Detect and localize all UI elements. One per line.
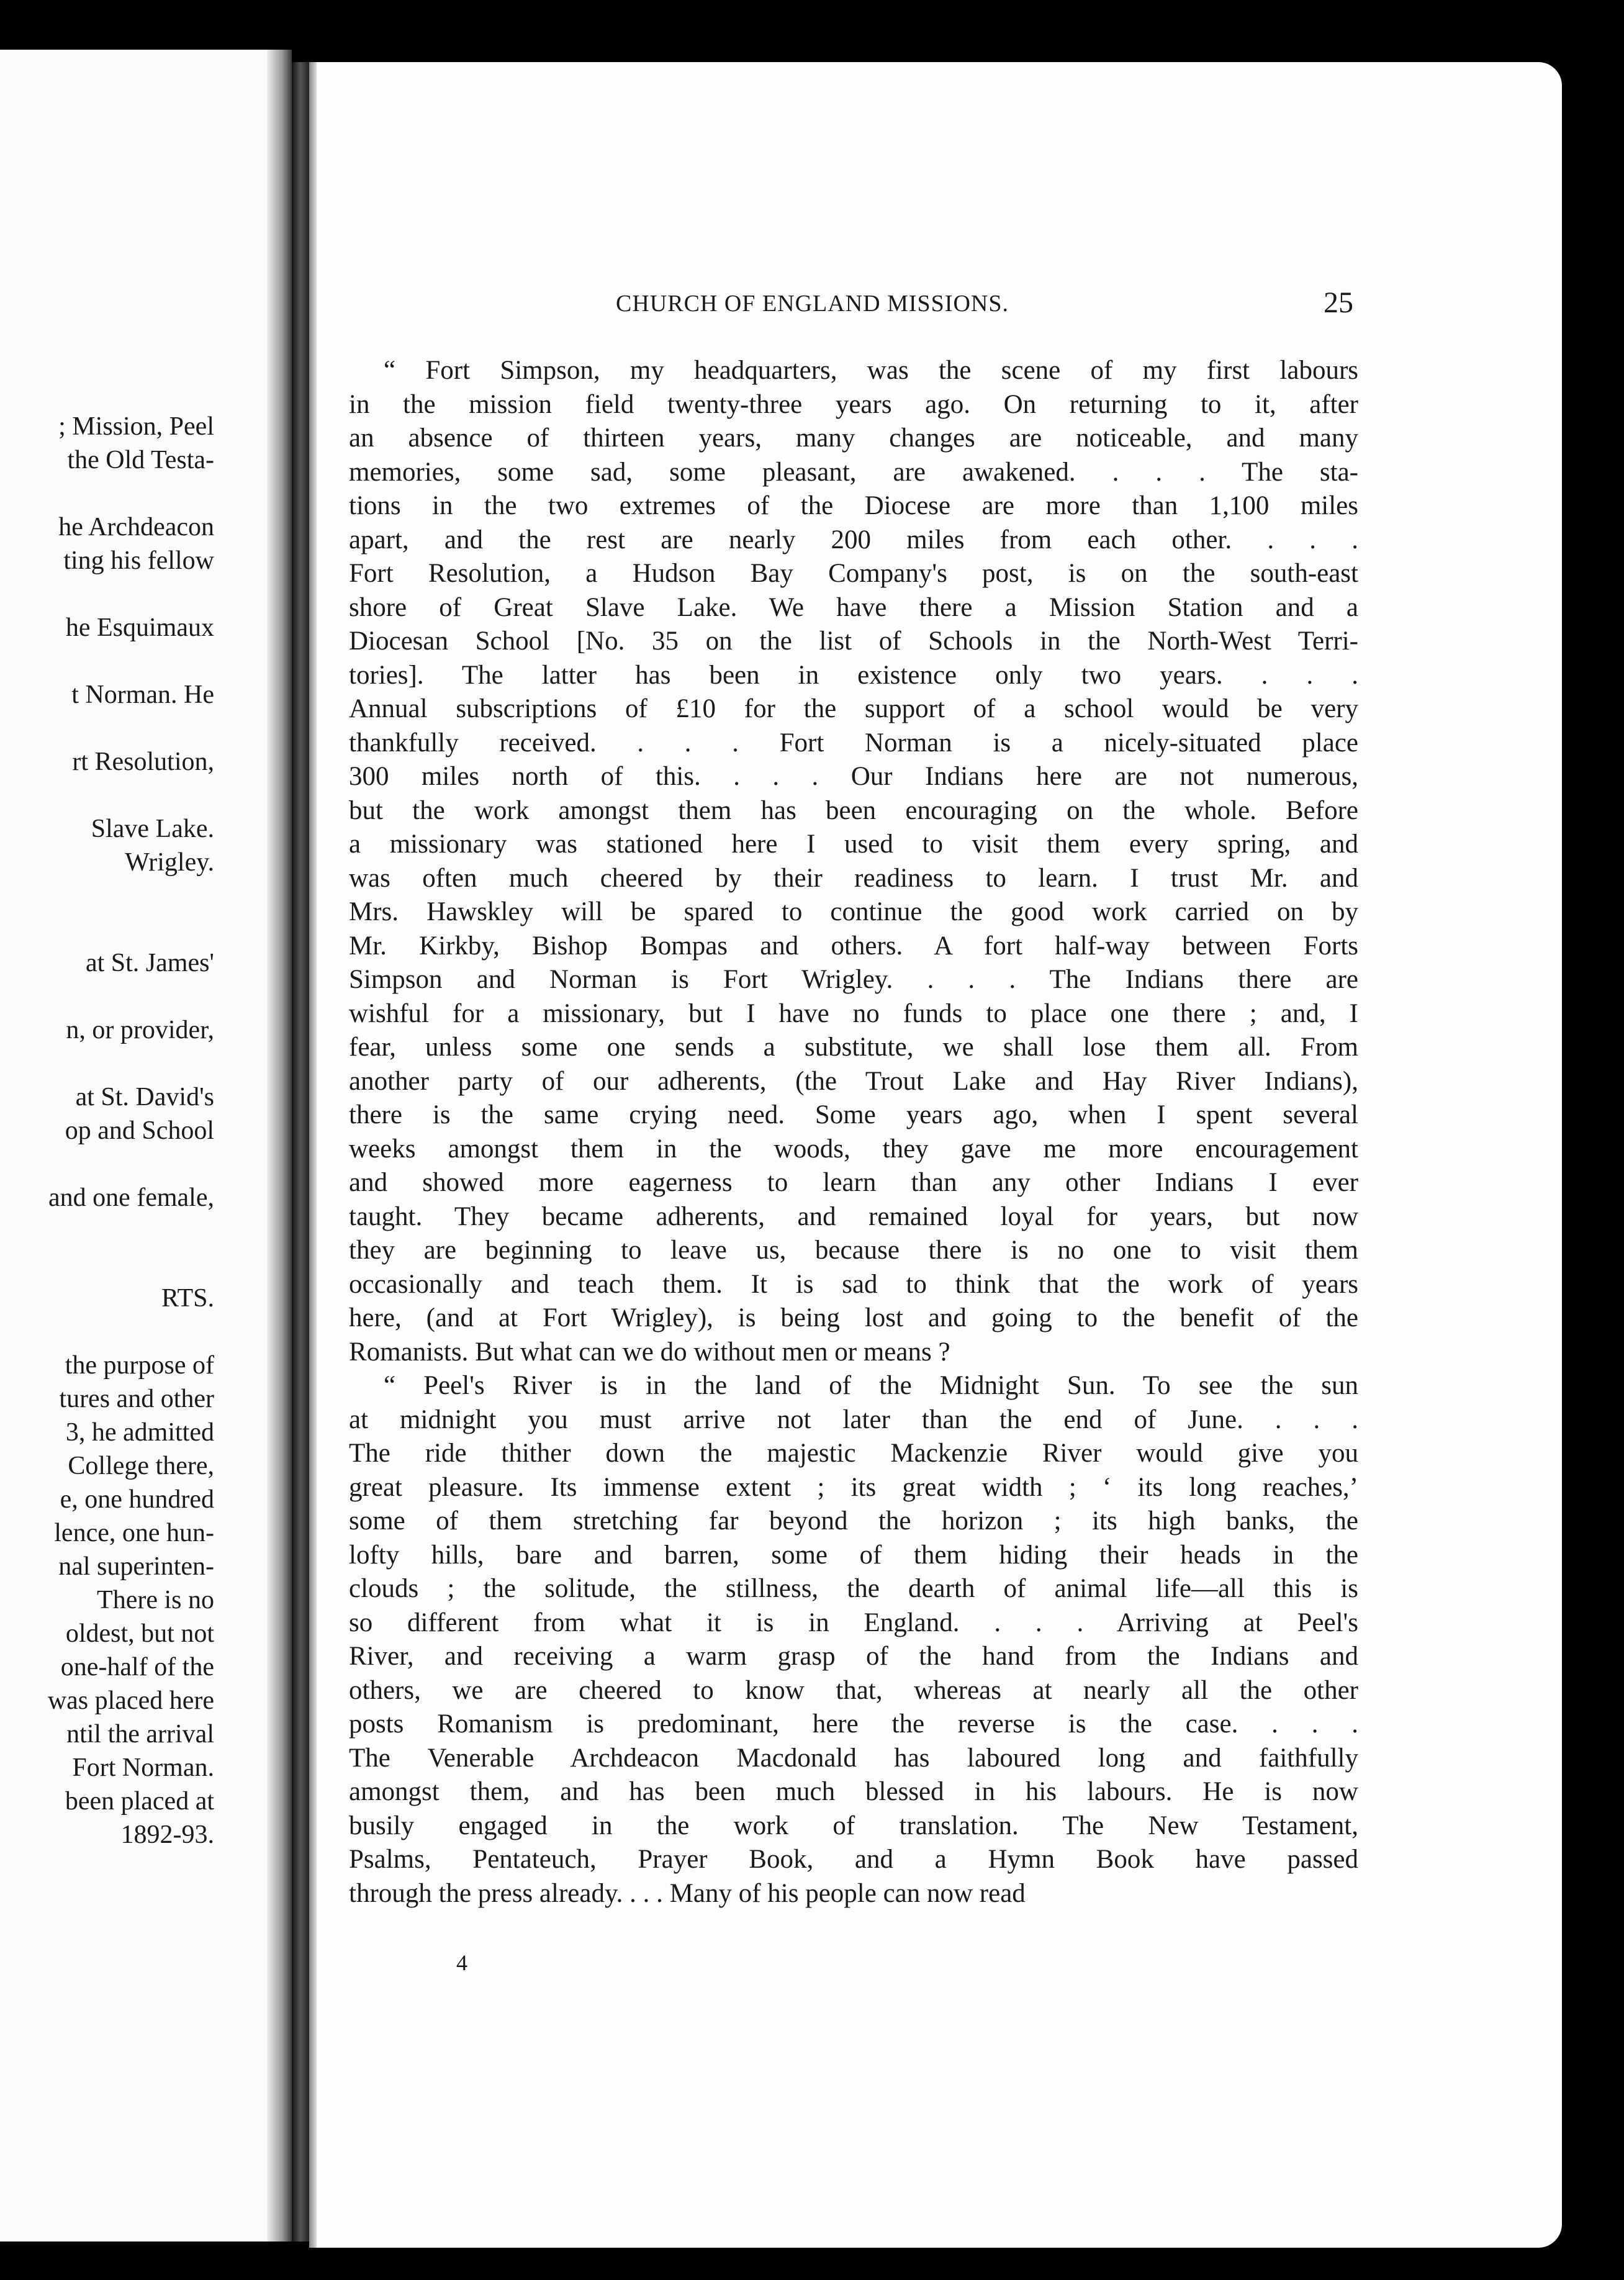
left-page-line <box>0 577 214 611</box>
body-line: and showed more eagerness to learn than any other Indians I ever <box>349 1168 1358 1197</box>
left-page-line: Wrigley. <box>125 848 214 877</box>
left-page-text-fragments <box>0 410 214 1852</box>
left-page-line <box>0 913 214 946</box>
body-line: Diocesan School [No. 35 on the list of Schools in the North-West Terri- <box>349 627 1358 656</box>
left-page-line <box>0 1147 214 1181</box>
left-page-line <box>0 1047 214 1080</box>
body-line: 300 miles north of this. . . . Our Indians here are not numerous, <box>349 762 1358 791</box>
left-page-line: RTS. <box>161 1284 214 1313</box>
body-line: memories, some sad, some pleasant, are awakened. . . . The sta- <box>349 457 1358 487</box>
signature-mark: 4 <box>456 1950 467 1975</box>
body-line: weeks amongst them in the woods, they gave me more encouragement <box>349 1134 1358 1164</box>
book-spine <box>292 62 309 2242</box>
body-line: shore of Great Slave Lake. We have there a Mission Station and a <box>349 592 1358 622</box>
running-head: CHURCH OF ENGLAND MISSIONS. <box>616 291 1009 317</box>
left-page-gutter-shadow <box>267 50 292 2242</box>
left-page-line: t Norman. He <box>71 681 214 709</box>
body-line: Romanists. But what can we do without men or means ? <box>349 1337 950 1367</box>
left-page-line <box>0 712 214 745</box>
left-page-line <box>0 645 214 678</box>
body-line: tions in the two extremes of the Diocese are more than 1,100 miles <box>349 491 1358 520</box>
left-page-line: ting his fellow <box>63 546 214 575</box>
left-page-line: the Old Testa- <box>67 446 214 474</box>
right-page-edge-shadow <box>309 62 317 2248</box>
body-line: lofty hills, bare and barren, some of them hiding their heads in the <box>349 1540 1358 1570</box>
left-page-line: 3, he admitted <box>65 1418 214 1447</box>
left-page-line: nal superinten- <box>58 1552 214 1581</box>
body-line: occasionally and teach them. It is sad to think that the work of years <box>349 1269 1358 1299</box>
left-page-line: ntil the arrival <box>66 1720 214 1748</box>
body-line: some of them stretching far beyond the horizon ; its high banks, the <box>349 1506 1358 1536</box>
body-line: Annual subscriptions of £10 for the support of a school would be very <box>349 694 1358 723</box>
body-text <box>349 354 1358 1911</box>
body-line: great pleasure. Its immense extent ; its great width ; ‘ its long reaches,’ <box>349 1472 1358 1502</box>
left-page-line: and one female, <box>48 1183 214 1212</box>
left-page-line: oldest, but not <box>65 1619 214 1648</box>
body-line: Fort Resolution, a Hudson Bay Company's post, is on the south-east <box>349 559 1358 588</box>
body-line: River, and receiving a warm grasp of the hand from the Indians and <box>349 1642 1358 1671</box>
body-line: through the press already. . . . Many of his people can now read <box>349 1878 1026 1908</box>
left-page-line <box>0 477 214 510</box>
body-line: Psalms, Pentateuch, Prayer Book, and a Hymn Book have passed <box>349 1845 1358 1874</box>
body-line: fear, unless some one sends a substitute, we shall lose them all. From <box>349 1033 1358 1062</box>
left-page-line: n, or provider, <box>66 1016 214 1044</box>
left-page-line: op and School <box>65 1116 214 1145</box>
left-page-line: at St. James' <box>85 949 214 977</box>
body-line: apart, and the rest are nearly 200 miles from each other. . . . <box>349 525 1358 554</box>
left-page-line: ; Mission, Peel <box>58 412 214 441</box>
left-page-line: Fort Norman. <box>72 1753 214 1782</box>
body-line: Mrs. Hawskley will be spared to continue the good work carried on by <box>349 897 1358 926</box>
left-page-line: rt Resolution, <box>72 748 214 776</box>
left-page-line: he Archdeacon <box>58 513 214 541</box>
body-line: tories]. The latter has been in existence only two years. . . . <box>349 660 1358 690</box>
left-page-line: Slave Lake. <box>91 815 214 843</box>
body-line: “ Fort Simpson, my headquarters, was the scene of my first labours <box>384 356 1358 385</box>
page-number: 25 <box>1324 286 1353 319</box>
body-line: others, we are cheered to know that, whereas at nearly all the other <box>349 1675 1358 1705</box>
body-line: there is the same crying need. Some years ago, when I spent several <box>349 1100 1358 1129</box>
body-line: “ Peel's River is in the land of the Midnight Sun. To see the sun <box>384 1371 1358 1400</box>
body-line: thankfully received. . . . Fort Norman is a nicely-situated place <box>349 728 1358 758</box>
body-line: The ride thither down the majestic Mackenzie River would give you <box>349 1439 1358 1468</box>
body-line: amongst them, and has been much blessed in his labours. He is now <box>349 1777 1358 1806</box>
body-line: in the mission field twenty-three years ago. On returning to it, after <box>349 389 1358 419</box>
left-page-line: been placed at <box>65 1787 214 1816</box>
left-page-line <box>0 779 214 812</box>
body-line: busily engaged in the work of translation. The New Testament, <box>349 1811 1358 1840</box>
left-page-line: one-half of the <box>60 1653 214 1681</box>
body-line: another party of our adherents, (the Trout Lake and Hay River Indians), <box>349 1066 1358 1096</box>
left-page-line <box>0 980 214 1013</box>
left-page-line: There is no <box>97 1586 214 1614</box>
body-line: they are beginning to leave us, because there is no one to visit them <box>349 1236 1358 1265</box>
left-page-line: the purpose of <box>65 1351 214 1380</box>
left-page-line <box>0 879 214 913</box>
left-page-line: e, one hundred <box>60 1485 214 1514</box>
left-page-line: was placed here <box>47 1686 214 1715</box>
left-page-line: tures and other <box>59 1385 214 1413</box>
left-page-line: 1892-93. <box>120 1821 214 1849</box>
body-line: Simpson and Norman is Fort Wrigley. . . . The Indians there are <box>349 965 1358 994</box>
body-line: but the work amongst them has been encouraging on the whole. Before <box>349 795 1358 825</box>
body-line: here, (and at Fort Wrigley), is being lost and going to the benefit of the <box>349 1303 1358 1332</box>
body-line: clouds ; the solitude, the stillness, the dearth of animal life—all this is <box>349 1574 1358 1603</box>
body-line: a missionary was stationed here I used to visit them every spring, and <box>349 830 1358 859</box>
left-page-line: at St. David's <box>75 1083 214 1111</box>
body-line: posts Romanism is predominant, here the reverse is the case. . . . <box>349 1709 1358 1739</box>
body-line: so different from what it is in England. . . . Arriving at Peel's <box>349 1608 1358 1637</box>
left-page-line <box>0 1215 214 1248</box>
body-line: taught. They became adherents, and remained loyal for years, but now <box>349 1201 1358 1231</box>
body-line: at midnight you must arrive not later than the end of June. . . . <box>349 1405 1358 1434</box>
left-page-line: lence, one hun- <box>54 1519 214 1547</box>
body-line: The Venerable Archdeacon Macdonald has laboured long and faithfully <box>349 1743 1358 1773</box>
left-page-line <box>0 1315 214 1349</box>
body-line: was often much cheered by their readiness to learn. I trust Mr. and <box>349 863 1358 893</box>
left-page-line <box>0 1248 214 1282</box>
body-line: Mr. Kirkby, Bishop Bompas and others. A fort half-way between Forts <box>349 931 1358 961</box>
body-line: an absence of thirteen years, many changes are noticeable, and many <box>349 423 1358 453</box>
left-page-line: College there, <box>68 1452 214 1480</box>
body-line: wishful for a missionary, but I have no funds to place one there ; and, I <box>349 998 1358 1028</box>
left-page-line: he Esquimaux <box>65 613 214 642</box>
